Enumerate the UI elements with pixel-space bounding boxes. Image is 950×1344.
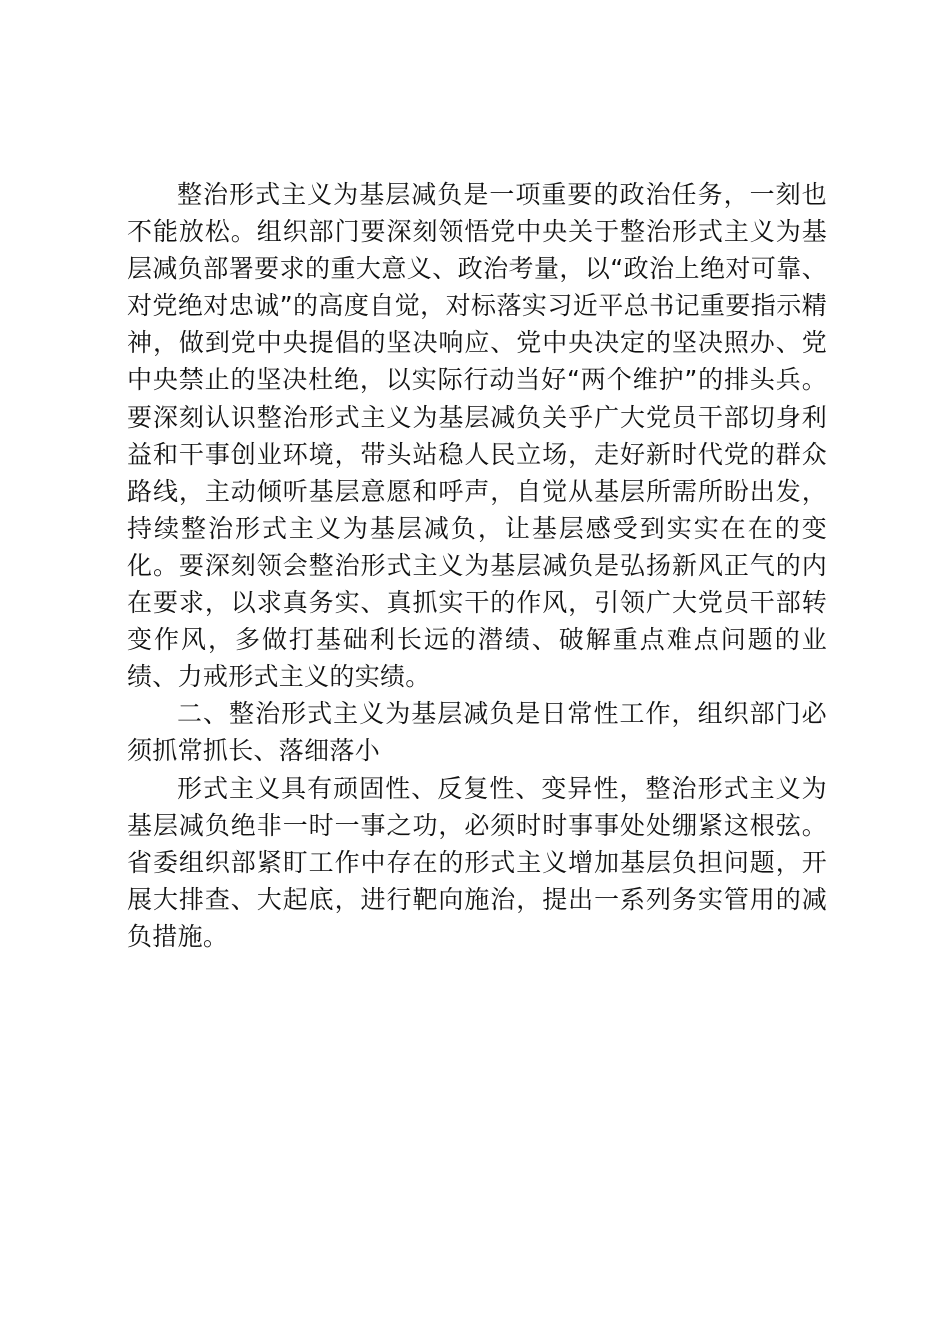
section-heading-two: 二、整治形式主义为基层减负是日常性工作，组织部门必须抓常抓长、落细落小	[127, 699, 827, 766]
document-body	[127, 176, 827, 955]
paragraph-significance: 整治形式主义为基层减负是一项重要的政治任务，一刻也不能放松。组织部门要深刻领悟党中央关于整治形式主义为基层减负部署要求的重大意义、政治考量，以“政治上绝对可靠、对党绝对忠诚”的高度自觉，对标落实习近平总书记重要指示精神，做到党中央提倡的坚决响应、党中央决定的坚决照办、党中央禁止的坚决杜绝，以实际行动当好“两个维护”的排头兵。要深刻认识整治形式主义为基层减负关乎广大党员干部切身利益和干事创业环境，带头站稳人民立场，走好新时代党的群众路线，主动倾听基层意愿和呼声，自觉从基层所需所盼出发，持续整治形式主义为基层减负，让基层感受到实实在在的变化。要深刻领会整治形式主义为基层减负是弘扬新风正气的内在要求，以求真务实、真抓实干的作风，引领广大党员干部转变作风，多做打基础利长远的潜绩、破解重点难点问题的业绩、力戒形式主义的实绩。	[127, 180, 827, 692]
paragraph-measures: 形式主义具有顽固性、反复性、变异性，整治形式主义为基层减负绝非一时一事之功，必须时时事事处处绷紧这根弦。省委组织部紧盯工作中存在的形式主义增加基层负担问题，开展大排查、大起底，进行靶向施治，提出一系列务实管用的减负措施。	[127, 773, 827, 951]
